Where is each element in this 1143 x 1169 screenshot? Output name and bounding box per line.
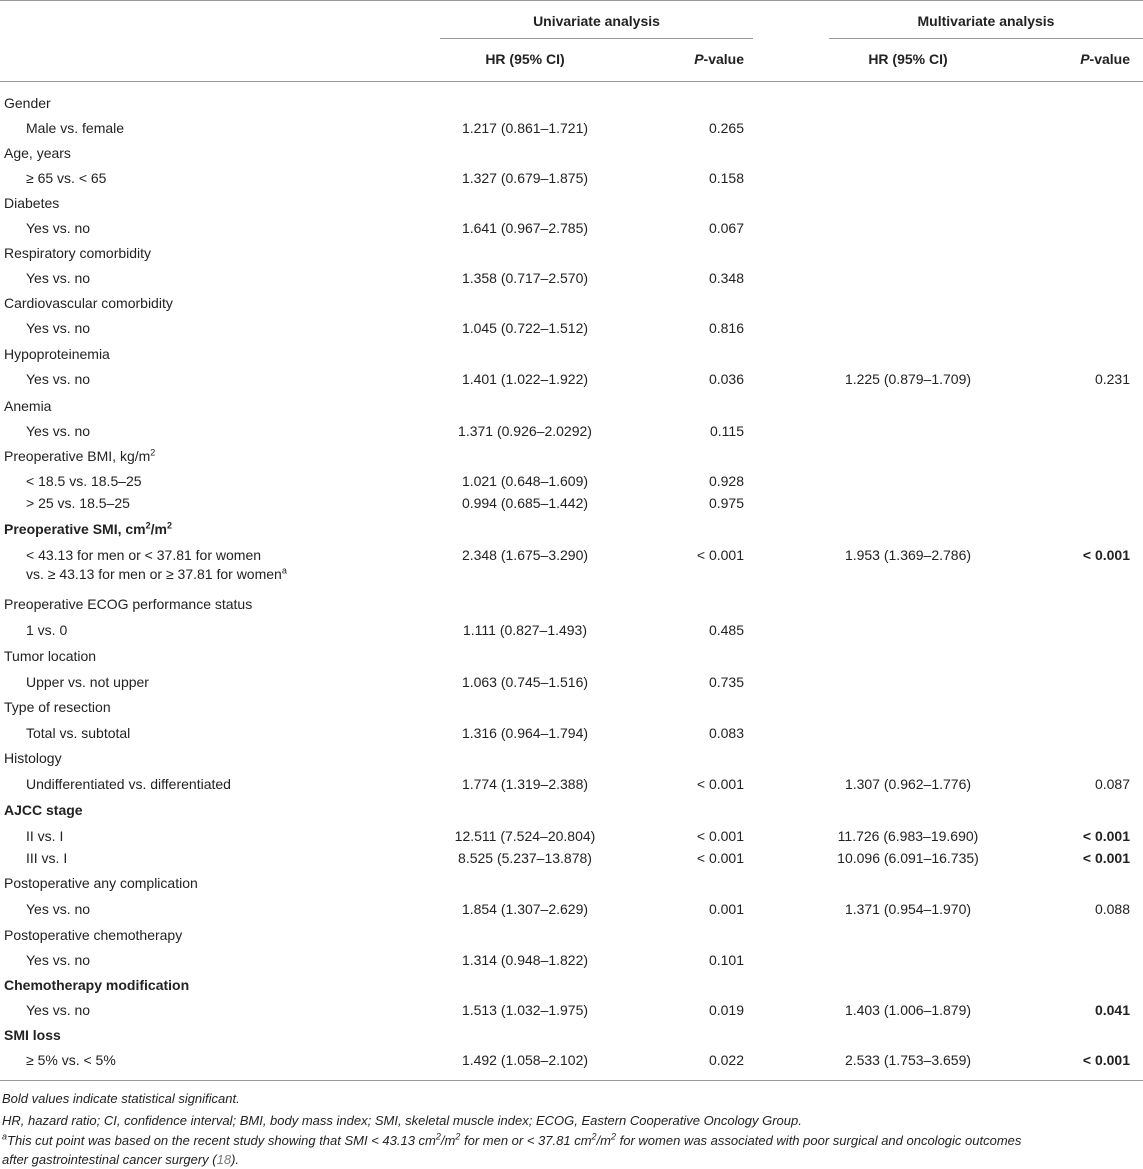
subrow-label: Yes vs. no bbox=[26, 423, 91, 439]
univariate-p: < 0.001 bbox=[696, 828, 744, 844]
subrow-label: < 18.5 vs. 18.5–25 bbox=[26, 473, 142, 489]
category-resection: Type of resection bbox=[4, 699, 111, 715]
multivariate-hr: 10.096 (6.091–16.735) bbox=[837, 850, 979, 866]
multivariate-hr: 1.403 (1.006–1.879) bbox=[844, 1002, 972, 1018]
category-histology: Histology bbox=[4, 750, 62, 766]
category-chemotherapy-modification: Chemotherapy modification bbox=[4, 977, 190, 993]
multivariate-p: 0.087 bbox=[1094, 776, 1130, 792]
subrow-label: ≥ 5% vs. < 5% bbox=[26, 1052, 116, 1068]
univariate-hr: 1.358 (0.717–2.570) bbox=[461, 270, 589, 286]
univariate-header: Univariate analysis bbox=[533, 13, 660, 29]
subrow-label: < 43.13 for men or < 37.81 for women bbox=[26, 547, 262, 563]
univariate-p: 0.816 bbox=[708, 320, 744, 336]
univariate-p: < 0.001 bbox=[696, 776, 744, 792]
top-rule bbox=[0, 0, 1143, 1]
header-bottom-rule bbox=[0, 81, 1143, 82]
multivariate-p: 0.041 bbox=[1094, 1002, 1130, 1018]
multivariate-underline bbox=[829, 38, 1143, 39]
univariate-p: 0.036 bbox=[708, 371, 744, 387]
multivariate-p-header: P-value bbox=[1080, 51, 1130, 67]
category-anemia: Anemia bbox=[4, 398, 52, 414]
subrow-label: ≥ 65 vs. < 65 bbox=[26, 170, 107, 186]
subrow-label: Yes vs. no bbox=[26, 901, 91, 917]
univariate-p: 0.115 bbox=[710, 423, 744, 439]
univariate-hr: 8.525 (5.237–13.878) bbox=[458, 850, 592, 866]
multivariate-hr: 1.307 (0.962–1.776) bbox=[844, 776, 972, 792]
category-hypoproteinemia: Hypoproteinemia bbox=[4, 346, 110, 362]
multivariate-p: 0.231 bbox=[1094, 371, 1130, 387]
multivariate-hr-header: HR (95% CI) bbox=[868, 51, 948, 67]
univariate-hr: 1.492 (1.058–2.102) bbox=[461, 1052, 589, 1068]
multivariate-hr: 2.533 (1.753–3.659) bbox=[844, 1052, 972, 1068]
multivariate-hr: 11.726 (6.983–19.690) bbox=[837, 828, 979, 844]
univariate-p: 0.265 bbox=[708, 120, 744, 136]
category-age: Age, years bbox=[4, 145, 71, 161]
subrow-label: Yes vs. no bbox=[26, 320, 91, 336]
univariate-hr: 2.348 (1.675–3.290) bbox=[461, 547, 589, 563]
subrow-label: II vs. I bbox=[26, 828, 64, 844]
category-preoperative-bmi: Preoperative BMI, $kg/m^2$ bbox=[4, 447, 156, 464]
univariate-underline bbox=[440, 38, 753, 39]
multivariate-p: < 0.001 bbox=[1082, 828, 1130, 844]
multivariate-p: < 0.001 bbox=[1082, 547, 1130, 563]
univariate-p: 0.019 bbox=[708, 1002, 744, 1018]
univariate-hr: 1.774 (1.319–2.388) bbox=[461, 776, 589, 792]
category-ajcc-stage: AJCC stage bbox=[4, 802, 83, 818]
category-preoperative-smi: Preoperative SMI, $cm^2/m^2$ bbox=[4, 520, 172, 537]
univariate-hr: 1.641 (0.967–2.785) bbox=[461, 220, 589, 236]
category-chemotherapy: Postoperative chemotherapy bbox=[4, 927, 183, 943]
univariate-hr: 1.045 (0.722–1.512) bbox=[461, 320, 589, 336]
univariate-hr: 1.327 (0.679–1.875) bbox=[461, 170, 589, 186]
category-cardiovascular: Cardiovascular comorbidity bbox=[4, 295, 173, 311]
univariate-hr: 1.371 (0.926–2.0292) bbox=[458, 423, 592, 439]
univariate-p: 0.083 bbox=[708, 725, 744, 741]
multivariate-header: Multivariate analysis bbox=[917, 13, 1055, 29]
univariate-p: 0.735 bbox=[708, 674, 744, 690]
univariate-hr: 0.994 (0.685–1.442) bbox=[461, 495, 589, 511]
univariate-p: 0.101 bbox=[708, 952, 744, 968]
univariate-p: 0.348 bbox=[708, 270, 744, 286]
univariate-hr-header: HR (95% CI) bbox=[485, 51, 565, 67]
category-tumor-location: Tumor location bbox=[4, 648, 97, 664]
subrow-label: Yes vs. no bbox=[26, 371, 91, 387]
univariate-hr: 1.316 (0.964–1.794) bbox=[461, 725, 589, 741]
univariate-hr: 12.511 (7.524–20.804) bbox=[454, 828, 596, 844]
subrow-label: Upper vs. not upper bbox=[26, 674, 149, 690]
multivariate-hr: 1.953 (1.369–2.786) bbox=[844, 547, 972, 563]
table-bottom-rule bbox=[0, 1080, 1143, 1081]
univariate-hr: 1.021 (0.648–1.609) bbox=[461, 473, 589, 489]
footnote-a: $^a$This cut point was based on the recent study showing that SMI < 43.13 $cm^2/m^2$ for men or < 37.81 $cm^2/m^2$ for women was associated with poor surgical and oncologic outcomes bbox=[2, 1131, 1022, 1148]
footnote-abbreviations: HR, hazard ratio; CI, confidence interval; BMI, body mass index; SMI, skeletal muscle index; ECOG, Eastern Cooperative Oncology Group. bbox=[2, 1113, 802, 1128]
subrow-label: III vs. I bbox=[26, 850, 68, 866]
univariate-p: 0.975 bbox=[708, 495, 744, 511]
subrow-label: Male vs. female bbox=[26, 120, 125, 136]
univariate-hr: 1.401 (1.022–1.922) bbox=[461, 371, 589, 387]
univariate-hr: 1.217 (0.861–1.721) bbox=[461, 120, 589, 136]
category-complication: Postoperative any complication bbox=[4, 875, 198, 891]
univariate-hr: 1.111 (0.827–1.493) bbox=[462, 622, 588, 638]
univariate-hr: 1.314 (0.948–1.822) bbox=[461, 952, 589, 968]
univariate-p: 0.485 bbox=[708, 622, 744, 638]
subrow-label: Yes vs. no bbox=[26, 952, 91, 968]
univariate-hr: 1.063 (0.745–1.516) bbox=[461, 674, 589, 690]
univariate-hr: 1.854 (1.307–2.629) bbox=[461, 901, 589, 917]
univariate-p: 0.067 bbox=[708, 220, 744, 236]
subrow-label: Undifferentiated vs. differentiated bbox=[26, 776, 231, 792]
subrow-label-continued: vs. ≥ 43.13 for men or ≥ 37.81 for women$^a$ bbox=[26, 565, 287, 582]
subrow-label: > 25 vs. 18.5–25 bbox=[26, 495, 130, 511]
multivariate-p: < 0.001 bbox=[1082, 850, 1130, 866]
univariate-p: 0.022 bbox=[708, 1052, 744, 1068]
univariate-hr: 1.513 (1.032–1.975) bbox=[461, 1002, 589, 1018]
univariate-p: < 0.001 bbox=[696, 850, 744, 866]
footnote-bold-values: Bold values indicate statistical significant. bbox=[2, 1091, 240, 1106]
univariate-p: 0.001 bbox=[708, 901, 744, 917]
category-smi-loss: SMI loss bbox=[4, 1027, 61, 1043]
footnote-a-continued: after gastrointestinal cancer surgery (18). bbox=[2, 1152, 240, 1167]
univariate-p-header: P-value bbox=[694, 51, 744, 67]
multivariate-hr: 1.225 (0.879–1.709) bbox=[844, 371, 972, 387]
subrow-label: Total vs. subtotal bbox=[26, 725, 131, 741]
multivariate-p: < 0.001 bbox=[1082, 1052, 1130, 1068]
reference-link[interactable]: 18 bbox=[216, 1152, 232, 1167]
subrow-label: Yes vs. no bbox=[26, 1002, 91, 1018]
univariate-p: 0.158 bbox=[708, 170, 744, 186]
univariate-p: < 0.001 bbox=[696, 547, 744, 563]
multivariate-p: 0.088 bbox=[1094, 901, 1130, 917]
subrow-label: 1 vs. 0 bbox=[26, 622, 68, 638]
subrow-label: Yes vs. no bbox=[26, 270, 91, 286]
category-gender: Gender bbox=[4, 95, 51, 111]
category-respiratory: Respiratory comorbidity bbox=[4, 245, 152, 261]
multivariate-hr: 1.371 (0.954–1.970) bbox=[844, 901, 972, 917]
univariate-p: 0.928 bbox=[708, 473, 744, 489]
category-diabetes: Diabetes bbox=[4, 195, 60, 211]
category-ecog: Preoperative ECOG performance status bbox=[4, 596, 253, 612]
subrow-label: Yes vs. no bbox=[26, 220, 91, 236]
